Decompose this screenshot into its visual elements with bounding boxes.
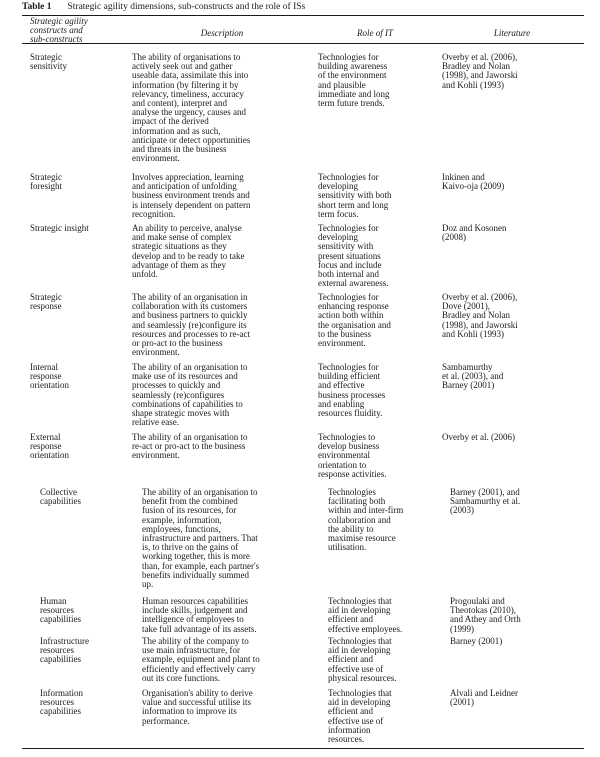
header-constructs: Strategic agility constructs and sub-constructs xyxy=(30,16,88,44)
literature-cell: Progoulaki and Theotokas (2010), and Athey and Orth (1999) xyxy=(450,596,521,634)
literature-cell: Sambamurthy et al. (2003), and Barney (2001) xyxy=(442,362,504,391)
construct-cell: Strategic response xyxy=(30,292,62,312)
construct-cell: Strategic insight xyxy=(30,223,89,233)
role-cell: Technologies for developing sensitivity with present situations focus and include both internal and external awareness. xyxy=(318,223,389,289)
description-cell: Organisation's ability to derive value and successful utilise its information to improve its performance. xyxy=(142,688,253,726)
literature-cell: Barney (2001), and Sambamurthy et al. (2003) xyxy=(450,487,521,516)
construct-cell: External response orientation xyxy=(30,432,69,461)
table-number: Table 1 xyxy=(22,2,52,12)
literature-cell: Alvali and Leidner (2001) xyxy=(450,688,518,708)
description-cell: The ability of an organisation to re-act or pro-act to the business environment. xyxy=(132,432,248,461)
description-cell: The ability of an organisation to make use of its resources and processes to quickly and seamlessly (re)configures combinations of capabilities to shape strategic moves with relative ease. xyxy=(132,362,248,428)
description-cell: The ability of an organisation to benefit from the combined fusion of its resources, for example, information, employees, functions, infrastructure and partners. That is, to thrive on the gains of working together, this is more than, for example, each partner's benefits individually summed up. xyxy=(142,487,260,590)
literature-cell: Inkinen and Kaivo-oja (2009) xyxy=(442,172,505,192)
construct-cell: Infrastructure resources capabilities xyxy=(40,636,89,665)
header-description: Description xyxy=(200,28,244,38)
literature-cell: Overby et al. (2006), Dove (2001), Bradley and Nolan (1998), and Jaworski and Kohli (1993) xyxy=(442,292,518,339)
description-cell: An ability to perceive, analyse and make sense of complex strategic situations as they develop and to be ready to take advantage of them as they unfold. xyxy=(132,223,245,280)
role-cell: Technologies facilitating both within and inter-firm collaboration and the ability to maximise resource utilisation. xyxy=(328,487,404,553)
role-cell: Technologies that aid in developing efficient and effective use of information resources. xyxy=(328,688,392,745)
construct-cell: Strategic sensitivity xyxy=(30,52,68,72)
description-cell: The ability of organisations to actively seek out and gather useable data, assimilate this into information (by filtering it by relevancy, timeliness, accuracy and content), interpret and analyse the urgency, causes and impact of the derived information and as such, anticipate or detect opportunities and threats in the business environment. xyxy=(132,52,251,164)
role-cell: Technologies for enhancing response action both within the organisation and to the business environment. xyxy=(318,292,391,349)
role-cell: Technologies to develop business environmental orientation to response activities. xyxy=(318,432,387,479)
role-cell: Technologies that aid in developing efficient and effective use of physical resources. xyxy=(328,636,397,683)
description-cell: The ability of the company to use main infrastructure, for example, equipment and plant to efficiently and effectively carry out its core functions. xyxy=(142,636,260,683)
description-cell: The ability of an organisation in collaboration with its customers and business partners to quickly and seamlessly (re)configure its resources and processes to re-act or pro-act to the business environment. xyxy=(132,292,250,358)
header-role-of-it: Role of IT xyxy=(357,28,393,38)
literature-cell: Overby et al. (2006) xyxy=(442,432,515,442)
construct-cell: Strategic foresight xyxy=(30,172,62,192)
literature-cell: Overby et al. (2006), Bradley and Nolan (1998), and Jaworski and Kohli (1993) xyxy=(442,52,518,90)
header-literature: Literature xyxy=(493,28,531,38)
role-cell: Technologies for building awareness of the environment and plausible immediate and long term future trends. xyxy=(318,52,390,109)
role-cell: Technologies for developing sensitivity with both short term and long term focus. xyxy=(318,172,392,219)
construct-cell: Human resources capabilities xyxy=(40,596,81,625)
table-title: Strategic agility dimensions, sub-constructs and the role of ISs xyxy=(67,2,306,12)
description-cell: Human resources capabilities include skills, judgement and intelligence of employees to take full advantage of its assets. xyxy=(142,596,257,634)
literature-cell: Doz and Kosonen (2008) xyxy=(442,223,507,243)
construct-cell: Internal response orientation xyxy=(30,362,69,391)
table-caption xyxy=(22,2,305,12)
bottom-rule xyxy=(22,748,584,749)
construct-cell: Collective capabilities xyxy=(40,487,81,507)
role-cell: Technologies for building efficient and effective business processes and enabling resources fluidity. xyxy=(318,362,386,419)
construct-cell: Information resources capabilities xyxy=(40,688,83,717)
role-cell: Technologies that aid in developing efficient and effective employees. xyxy=(328,596,403,634)
literature-cell: Barney (2001) xyxy=(450,636,503,646)
description-cell: Involves appreciation, learning and anticipation of unfolding business environment trends and is intensely dependent on pattern recognition. xyxy=(132,172,251,219)
header-rule xyxy=(22,43,584,44)
